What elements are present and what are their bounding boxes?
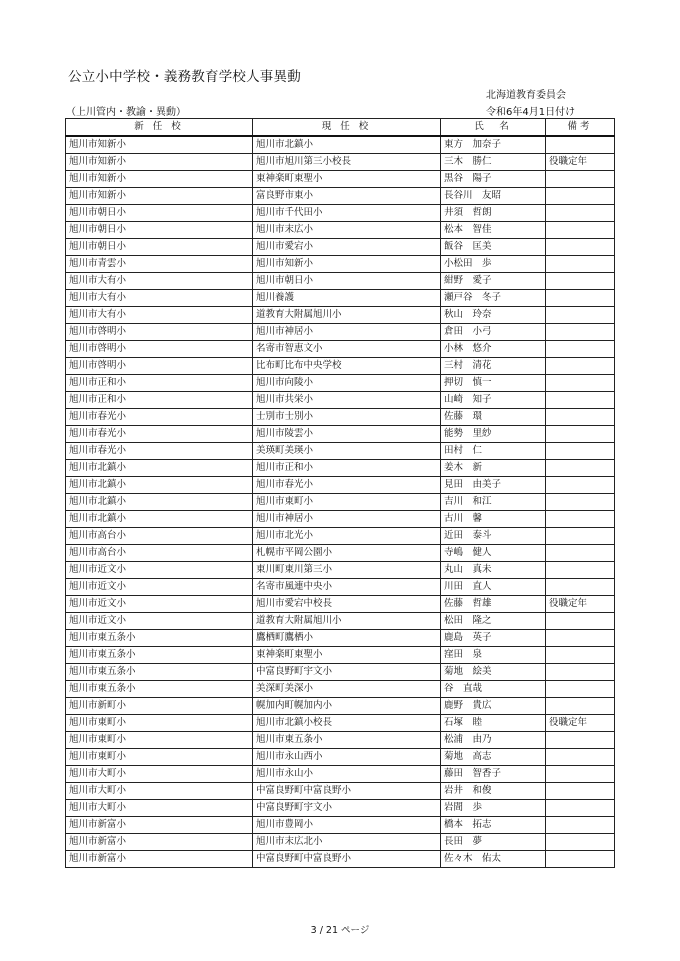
table-row: [66, 307, 615, 324]
table-row: [66, 477, 615, 494]
table-row: [66, 528, 615, 545]
table-row: [66, 324, 615, 341]
current-post-cell: 中富良野町中富良野小: [253, 851, 441, 868]
current-post-cell: 旭川市北鎮小校長: [253, 715, 441, 732]
remarks-cell: [546, 273, 615, 290]
table-row: [66, 443, 615, 460]
table-row: [66, 188, 615, 205]
new-post-cell: 旭川市大町小: [66, 783, 253, 800]
name-cell: 鹿島 英子: [441, 630, 546, 647]
header-remarks: 備考: [546, 119, 615, 137]
name-cell: 倉田 小弓: [441, 324, 546, 341]
name-cell: 藤田 智香子: [441, 766, 546, 783]
table-row: [66, 562, 615, 579]
name-cell: 三木 勝仁: [441, 154, 546, 171]
new-post-cell: 旭川市啓明小: [66, 358, 253, 375]
remarks-cell: [546, 698, 615, 715]
new-post-cell: 旭川市知新小: [66, 136, 253, 154]
name-cell: 佐藤 哲雄: [441, 596, 546, 613]
table-header-row: [66, 119, 615, 137]
remarks-cell: [546, 630, 615, 647]
current-post-cell: 旭川市朝日小: [253, 273, 441, 290]
page-number: 3 / 21 ページ: [310, 925, 370, 936]
new-post-cell: 旭川市新富小: [66, 834, 253, 851]
new-post-cell: 旭川市知新小: [66, 171, 253, 188]
new-post-cell: 旭川市知新小: [66, 188, 253, 205]
name-cell: 窪田 泉: [441, 647, 546, 664]
current-post-cell: 富良野市東小: [253, 188, 441, 205]
table-row: [66, 681, 615, 698]
remarks-cell: [546, 222, 615, 239]
remarks-cell: [546, 647, 615, 664]
name-cell: 松本 智佳: [441, 222, 546, 239]
new-post-cell: 旭川市大有小: [66, 273, 253, 290]
current-post-cell: 道教育大附属旭川小: [253, 307, 441, 324]
current-post-cell: 旭川市北光小: [253, 528, 441, 545]
table-row: [66, 851, 615, 868]
remarks-cell: [546, 545, 615, 562]
current-post-cell: 東神楽町東聖小: [253, 171, 441, 188]
new-post-cell: 旭川市北鎮小: [66, 460, 253, 477]
new-post-cell: 旭川市朝日小: [66, 222, 253, 239]
remarks-cell: [546, 494, 615, 511]
current-post-cell: 名寄市智恵文小: [253, 341, 441, 358]
current-post-cell: 旭川市永山小: [253, 766, 441, 783]
remarks-cell: [546, 341, 615, 358]
table-row: [66, 579, 615, 596]
table-row: [66, 817, 615, 834]
name-cell: 山崎 知子: [441, 392, 546, 409]
new-post-cell: 旭川市新富小: [66, 817, 253, 834]
table-row: [66, 426, 615, 443]
current-post-cell: 旭川市知新小: [253, 256, 441, 273]
current-post-cell: 鷹栖町鷹栖小: [253, 630, 441, 647]
remarks-cell: [546, 783, 615, 800]
page-title: 公立小中学校・義務教育学校人事異動: [68, 69, 301, 85]
table-row: [66, 273, 615, 290]
name-cell: 寺嶋 健人: [441, 545, 546, 562]
remarks-cell: [546, 188, 615, 205]
name-cell: 丸山 真未: [441, 562, 546, 579]
remarks-cell: [546, 511, 615, 528]
remarks-cell: [546, 256, 615, 273]
current-post-cell: 中富良野町中富良野小: [253, 783, 441, 800]
name-cell: 能勢 里紗: [441, 426, 546, 443]
name-cell: 井須 哲朗: [441, 205, 546, 222]
current-post-cell: 旭川市旭川第三小校長: [253, 154, 441, 171]
table-row: [66, 596, 615, 613]
remarks-cell: [546, 732, 615, 749]
new-post-cell: 旭川市知新小: [66, 154, 253, 171]
name-cell: 佐藤 環: [441, 409, 546, 426]
table-row: [66, 375, 615, 392]
current-post-cell: 美深町美深小: [253, 681, 441, 698]
new-post-cell: 旭川市啓明小: [66, 341, 253, 358]
remarks-cell: [546, 834, 615, 851]
name-cell: 紺野 愛子: [441, 273, 546, 290]
new-post-cell: 旭川市正和小: [66, 375, 253, 392]
name-cell: 飯谷 匡美: [441, 239, 546, 256]
table-row: [66, 460, 615, 477]
new-post-cell: 旭川市近文小: [66, 596, 253, 613]
header-current-post: 現 任 校: [253, 119, 441, 137]
current-post-cell: 中富良野町宇文小: [253, 664, 441, 681]
name-cell: 秋山 玲奈: [441, 307, 546, 324]
current-post-cell: 旭川市東五条小: [253, 732, 441, 749]
table-row: [66, 715, 615, 732]
table-row: [66, 630, 615, 647]
table-row: [66, 290, 615, 307]
name-cell: 佐々木 佑太: [441, 851, 546, 868]
new-post-cell: 旭川市近文小: [66, 579, 253, 596]
header-new-post: 新 任 校: [66, 119, 253, 137]
table-row: [66, 749, 615, 766]
remarks-cell: [546, 477, 615, 494]
table-body: [66, 136, 615, 868]
name-cell: 菊地 絵美: [441, 664, 546, 681]
new-post-cell: 旭川市東五条小: [66, 681, 253, 698]
new-post-cell: 旭川市朝日小: [66, 239, 253, 256]
remarks-cell: [546, 851, 615, 868]
table-row: [66, 494, 615, 511]
table-row: [66, 358, 615, 375]
remarks-cell: [546, 136, 615, 154]
remarks-cell: [546, 307, 615, 324]
table-row: [66, 239, 615, 256]
table-row: [66, 171, 615, 188]
name-cell: 古川 馨: [441, 511, 546, 528]
new-post-cell: 旭川市正和小: [66, 392, 253, 409]
name-cell: 小松田 歩: [441, 256, 546, 273]
remarks-cell: [546, 681, 615, 698]
name-cell: 谷 直哉: [441, 681, 546, 698]
current-post-cell: 旭川市春光小: [253, 477, 441, 494]
remarks-cell: [546, 664, 615, 681]
name-cell: 姜木 新: [441, 460, 546, 477]
new-post-cell: 旭川市東町小: [66, 732, 253, 749]
current-post-cell: 旭川市愛宕中校長: [253, 596, 441, 613]
table-row: [66, 664, 615, 681]
table-row: [66, 511, 615, 528]
current-post-cell: 旭川市陵雲小: [253, 426, 441, 443]
current-post-cell: 美瑛町美瑛小: [253, 443, 441, 460]
name-cell: 石塚 睦: [441, 715, 546, 732]
new-post-cell: 旭川市東五条小: [66, 647, 253, 664]
remarks-cell: [546, 392, 615, 409]
current-post-cell: 旭川市北鎮小: [253, 136, 441, 154]
name-cell: 近田 泰斗: [441, 528, 546, 545]
table-row: [66, 783, 615, 800]
new-post-cell: 旭川市近文小: [66, 562, 253, 579]
new-post-cell: 旭川市北鎮小: [66, 477, 253, 494]
table-row: [66, 256, 615, 273]
current-post-cell: 旭川市共栄小: [253, 392, 441, 409]
issuing-organization: 北海道教育委員会: [486, 90, 566, 101]
remarks-cell: 役職定年: [546, 596, 615, 613]
document-subtitle: （上川管内・教諭・異動）: [66, 107, 186, 118]
table-row: [66, 834, 615, 851]
remarks-cell: [546, 766, 615, 783]
new-post-cell: 旭川市高台小: [66, 528, 253, 545]
remarks-cell: [546, 562, 615, 579]
current-post-cell: 旭川市末広北小: [253, 834, 441, 851]
name-cell: 東方 加奈子: [441, 136, 546, 154]
table-row: [66, 800, 615, 817]
header-name: 氏 名: [441, 119, 546, 137]
new-post-cell: 旭川市大町小: [66, 800, 253, 817]
new-post-cell: 旭川市大有小: [66, 307, 253, 324]
remarks-cell: [546, 749, 615, 766]
table-row: [66, 732, 615, 749]
new-post-cell: 旭川市東五条小: [66, 664, 253, 681]
name-cell: 菊地 高志: [441, 749, 546, 766]
remarks-cell: [546, 426, 615, 443]
remarks-cell: [546, 460, 615, 477]
new-post-cell: 旭川市大有小: [66, 290, 253, 307]
personnel-table: [65, 118, 615, 868]
remarks-cell: [546, 239, 615, 256]
name-cell: 瀬戸谷 冬子: [441, 290, 546, 307]
current-post-cell: 旭川市向陵小: [253, 375, 441, 392]
current-post-cell: 名寄市風連中央小: [253, 579, 441, 596]
remarks-cell: [546, 205, 615, 222]
current-post-cell: 旭川市永山西小: [253, 749, 441, 766]
remarks-cell: [546, 817, 615, 834]
table-row: [66, 136, 615, 154]
table-row: [66, 154, 615, 171]
name-cell: 長田 夢: [441, 834, 546, 851]
table-row: [66, 647, 615, 664]
new-post-cell: 旭川市朝日小: [66, 205, 253, 222]
new-post-cell: 旭川市春光小: [66, 443, 253, 460]
name-cell: 黒谷 陽子: [441, 171, 546, 188]
current-post-cell: 中富良野町宇文小: [253, 800, 441, 817]
name-cell: 橋本 拓志: [441, 817, 546, 834]
table-row: [66, 698, 615, 715]
name-cell: 小林 悠介: [441, 341, 546, 358]
name-cell: 岩井 和俊: [441, 783, 546, 800]
name-cell: 長谷川 友昭: [441, 188, 546, 205]
new-post-cell: 旭川市啓明小: [66, 324, 253, 341]
name-cell: 松浦 由乃: [441, 732, 546, 749]
new-post-cell: 旭川市近文小: [66, 613, 253, 630]
current-post-cell: 旭川市末広小: [253, 222, 441, 239]
current-post-cell: 旭川養護: [253, 290, 441, 307]
remarks-cell: [546, 358, 615, 375]
new-post-cell: 旭川市北鎮小: [66, 494, 253, 511]
new-post-cell: 旭川市春光小: [66, 426, 253, 443]
new-post-cell: 旭川市東五条小: [66, 630, 253, 647]
remarks-cell: [546, 375, 615, 392]
new-post-cell: 旭川市東町小: [66, 715, 253, 732]
name-cell: 岩間 歩: [441, 800, 546, 817]
current-post-cell: 旭川市愛宕小: [253, 239, 441, 256]
current-post-cell: 比布町比布中央学校: [253, 358, 441, 375]
remarks-cell: [546, 171, 615, 188]
current-post-cell: 東神楽町東聖小: [253, 647, 441, 664]
current-post-cell: 幌加内町幌加内小: [253, 698, 441, 715]
name-cell: 鹿野 貴広: [441, 698, 546, 715]
table-row: [66, 205, 615, 222]
current-post-cell: 旭川市豊岡小: [253, 817, 441, 834]
table-row: [66, 766, 615, 783]
new-post-cell: 旭川市春光小: [66, 409, 253, 426]
current-post-cell: 旭川市神居小: [253, 511, 441, 528]
remarks-cell: [546, 443, 615, 460]
current-post-cell: 旭川市東町小: [253, 494, 441, 511]
table-row: [66, 222, 615, 239]
current-post-cell: 東川町東川第三小: [253, 562, 441, 579]
name-cell: 三村 清花: [441, 358, 546, 375]
new-post-cell: 旭川市東町小: [66, 749, 253, 766]
name-cell: 押切 慎一: [441, 375, 546, 392]
table-row: [66, 545, 615, 562]
remarks-cell: 役職定年: [546, 715, 615, 732]
current-post-cell: 道教育大附属旭川小: [253, 613, 441, 630]
name-cell: 吉川 和江: [441, 494, 546, 511]
remarks-cell: [546, 324, 615, 341]
current-post-cell: 旭川市正和小: [253, 460, 441, 477]
remarks-cell: [546, 290, 615, 307]
remarks-cell: [546, 409, 615, 426]
table-row: [66, 341, 615, 358]
name-cell: 田村 仁: [441, 443, 546, 460]
name-cell: 見田 由美子: [441, 477, 546, 494]
new-post-cell: 旭川市大町小: [66, 766, 253, 783]
name-cell: 松田 隆之: [441, 613, 546, 630]
remarks-cell: [546, 800, 615, 817]
remarks-cell: [546, 579, 615, 596]
table-row: [66, 613, 615, 630]
name-cell: 川田 直人: [441, 579, 546, 596]
new-post-cell: 旭川市新町小: [66, 698, 253, 715]
current-post-cell: 士別市士別小: [253, 409, 441, 426]
new-post-cell: 旭川市北鎮小: [66, 511, 253, 528]
remarks-cell: 役職定年: [546, 154, 615, 171]
new-post-cell: 旭川市青雲小: [66, 256, 253, 273]
new-post-cell: 旭川市新富小: [66, 851, 253, 868]
current-post-cell: 旭川市神居小: [253, 324, 441, 341]
current-post-cell: 旭川市千代田小: [253, 205, 441, 222]
new-post-cell: 旭川市高台小: [66, 545, 253, 562]
effective-date: 令和6年4月1日付け: [486, 107, 576, 118]
current-post-cell: 札幌市平岡公園小: [253, 545, 441, 562]
remarks-cell: [546, 613, 615, 630]
table-row: [66, 392, 615, 409]
remarks-cell: [546, 528, 615, 545]
table-row: [66, 409, 615, 426]
